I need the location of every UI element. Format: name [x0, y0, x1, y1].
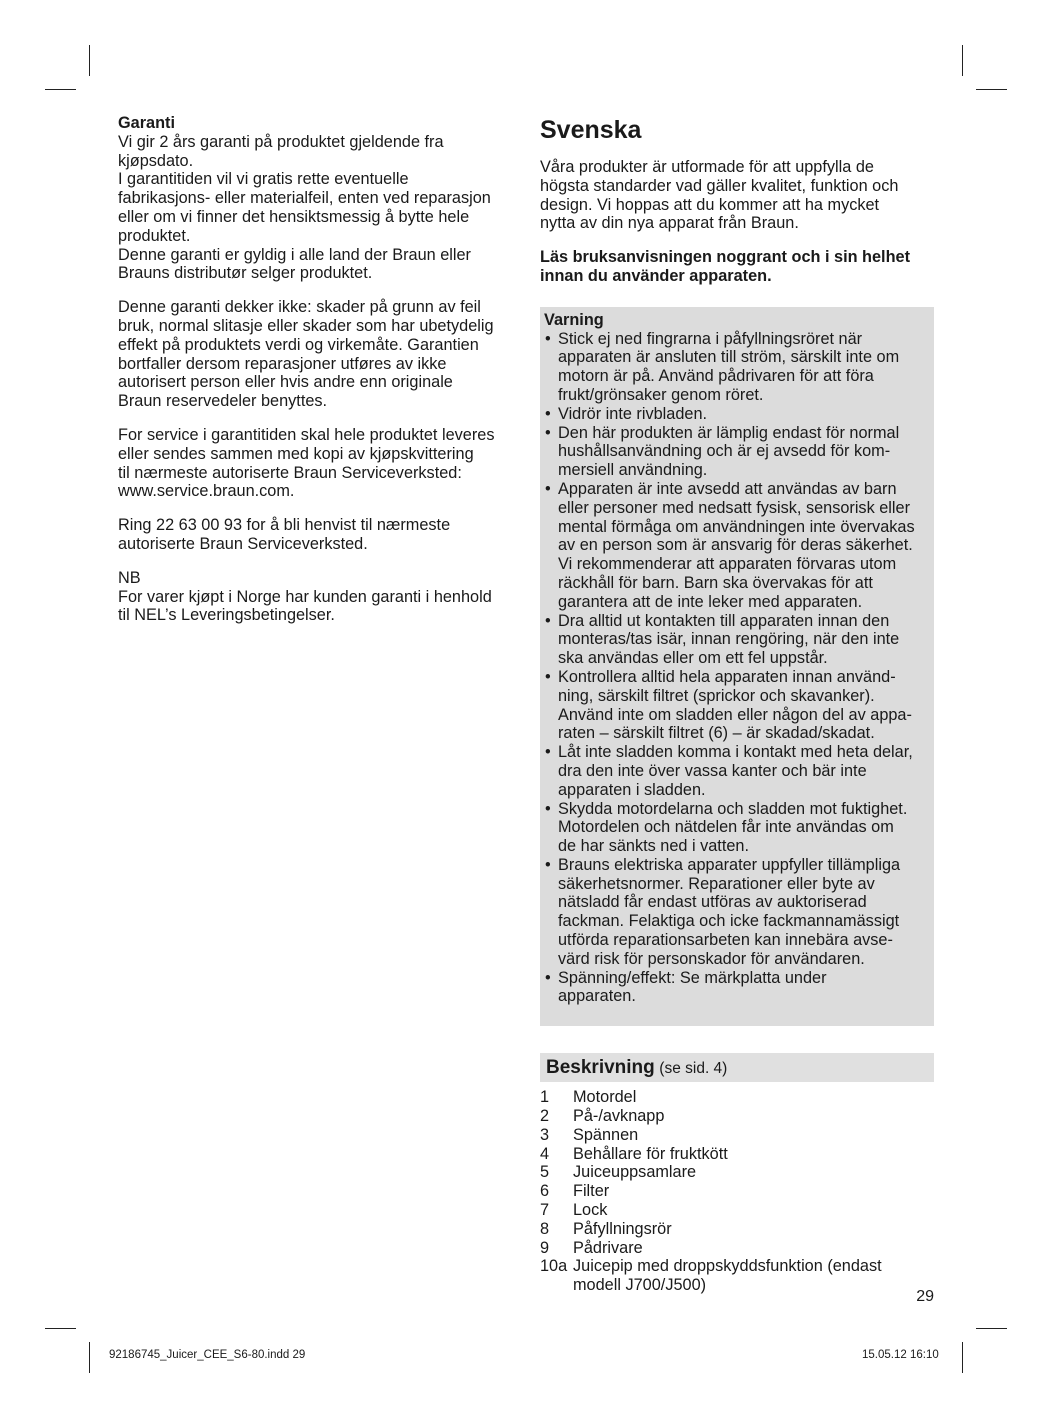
page-title: Svenska: [540, 116, 642, 144]
crop-mark: [962, 1342, 963, 1373]
part-label: På-/avknapp: [573, 1107, 665, 1126]
part-label: Motordel: [573, 1088, 637, 1107]
part-row: [540, 1163, 934, 1182]
warning-item: • Stick ej ned fingrarna i påfyllningsröret när apparaten är ansluten till ström, särskilt inte om motorn är på. Använd pådrivaren för att föra frukt/grönsaker genom röret.: [544, 330, 932, 405]
part-label: Juicepip med droppskyddsfunktion (endast modell J700/J500): [573, 1257, 882, 1295]
part-label: Spännen: [573, 1125, 639, 1144]
part-row: [540, 1182, 934, 1201]
warranty-paragraph-1: Vi gir 2 års garanti på produktet gjeldende fra kjøpsdato. I garantitiden vil vi gratis rette eventuelle fabrikasjons- eller materialfeil, enten ved reparasjon eller om vi finner det hensiktsmessig å bytte hele produktet. Denne garanti er gyldig i alle land der Braun eller Brauns distributør selger produktet.: [118, 132, 491, 283]
left-column: [118, 114, 518, 640]
part-number: 10a: [540, 1257, 568, 1276]
part-row: [540, 1201, 934, 1220]
part-number: 6: [540, 1182, 550, 1201]
part-number: 2: [540, 1107, 550, 1126]
warranty-heading: Garanti: [118, 114, 176, 132]
warranty-paragraph-4: Ring 22 63 00 93 for å bli henvist til nærmeste autoriserte Braun Serviceverksted.: [118, 516, 451, 553]
crop-mark: [89, 1342, 90, 1373]
warning-item: • Skydda motordelarna och sladden mot fuktighet. Motordelen och nätdelen får inte användas om de har sänkts ned i vatten.: [544, 800, 932, 856]
intro-paragraph: Våra produkter är utformade för att uppfylla de högsta standarder vad gäller kvalitet, funktion och design. Vi hoppas att du kommer att ha mycket nytta av din nya apparat från Braun.: [540, 158, 899, 233]
footer-file-info: 92186745_Juicer_CEE_S6-80.indd 29: [109, 1349, 306, 1361]
footer-date: 15.05.12 16:10: [862, 1349, 939, 1361]
warning-item: • Spänning/effekt: Se märkplatta under apparaten.: [544, 969, 932, 1007]
description-page-ref: (se sid. 4): [659, 1060, 728, 1078]
right-column: [540, 112, 934, 1295]
crop-mark: [45, 1328, 76, 1329]
description-heading: Beskrivning: [546, 1057, 655, 1079]
warning-item: • Brauns elektriska apparater uppfyller tillämpliga säkerhetsnormer. Reparationer eller byte av nätsladd får endast utföras av auktoriserad fackman. Felaktiga och icke fackmannamässigt utförda reparationsarbeten kan innebära avse- värd risk för personskador för användaren.: [544, 856, 932, 969]
warranty-paragraph-5: NB For varer kjøpt i Norge har kunden garanti i henhold til NEL’s Leveringsbetingelser.: [118, 568, 492, 625]
warning-item: • Vidrör inte rivbladen.: [544, 405, 932, 424]
warranty-paragraph-3: For service i garantitiden skal hele produktet leveres eller sendes sammen med kopi av kjøpskvittering til nærmeste autoriserte Braun Serviceverksted: www.service.braun.com.: [118, 425, 495, 501]
read-instructions-note: Läs bruksanvisningen noggrant och i sin helhet innan du använder apparaten.: [540, 248, 911, 285]
part-label: Påfyllningsrör: [573, 1219, 672, 1238]
part-label: Filter: [573, 1182, 610, 1201]
crop-mark: [45, 89, 76, 90]
part-row: [540, 1220, 934, 1239]
warning-item: • Den här produkten är lämplig endast för normal hushållsanvändning och är ej avsedd för kom- mersiell användning.: [544, 424, 932, 480]
warning-item: • Kontrollera alltid hela apparaten innan använd- ning, särskilt filtret (sprickor och skavanker). Använd inte om sladden eller någon del av appa- raten – särskilt filtret (6) – är skadad/skadat.: [544, 668, 932, 743]
description-heading-bar: [540, 1053, 934, 1082]
warning-item: • Dra alltid ut kontakten till apparaten innan den monteras/tas isär, innan rengöring, när den inte ska användas eller om ett fel uppstår.: [544, 612, 932, 668]
part-row: [540, 1239, 934, 1258]
part-label: Pådrivare: [573, 1238, 643, 1257]
warning-item: • Apparaten är inte avsedd att användas av barn eller personer med nedsatt fysisk, sensorisk eller mental förmåga om användningen inte övervakas av en person som är ansvarig för deras säkerhet. Vi rekommenderar att apparaten förvaras utom räckhåll för barn. Barn ska övervakas för att garantera att de inte leker med apparaten.: [544, 480, 932, 612]
warning-list: [544, 330, 932, 1007]
warning-heading: Varning: [544, 310, 604, 329]
part-number: 1: [540, 1088, 550, 1107]
part-number: 9: [540, 1238, 550, 1257]
part-number: 5: [540, 1163, 550, 1182]
crop-mark: [962, 45, 963, 76]
part-label: Behållare för fruktkött: [573, 1144, 728, 1163]
part-label: Juiceuppsamlare: [573, 1163, 697, 1182]
part-row: [540, 1257, 934, 1295]
parts-list: [540, 1088, 934, 1295]
warning-item: • Låt inte sladden komma i kontakt med heta delar, dra den inte över vassa kanter och bär inte apparaten i sladden.: [544, 743, 932, 799]
page-number: 29: [916, 1288, 934, 1305]
part-number: 8: [540, 1219, 550, 1238]
warranty-paragraph-2: Denne garanti dekker ikke: skader på grunn av feil bruk, normal slitasje eller skader som har ubetydelig effekt på produktets verdi og virkemåte. Garantien bortfaller dersom reparasjoner utføres av ikke autorisert person eller hvis andre enn originale Braun reservedeler benyttes.: [118, 298, 494, 411]
part-row: [540, 1107, 934, 1126]
part-number: 3: [540, 1125, 550, 1144]
crop-mark: [976, 89, 1007, 90]
part-row: [540, 1088, 934, 1107]
crop-mark: [976, 1328, 1007, 1329]
part-number: 4: [540, 1144, 550, 1163]
part-row: [540, 1145, 934, 1164]
warning-box: [540, 307, 934, 1026]
part-row: [540, 1126, 934, 1145]
part-label: Lock: [573, 1201, 608, 1220]
part-number: 7: [540, 1201, 550, 1220]
crop-mark: [89, 45, 90, 76]
